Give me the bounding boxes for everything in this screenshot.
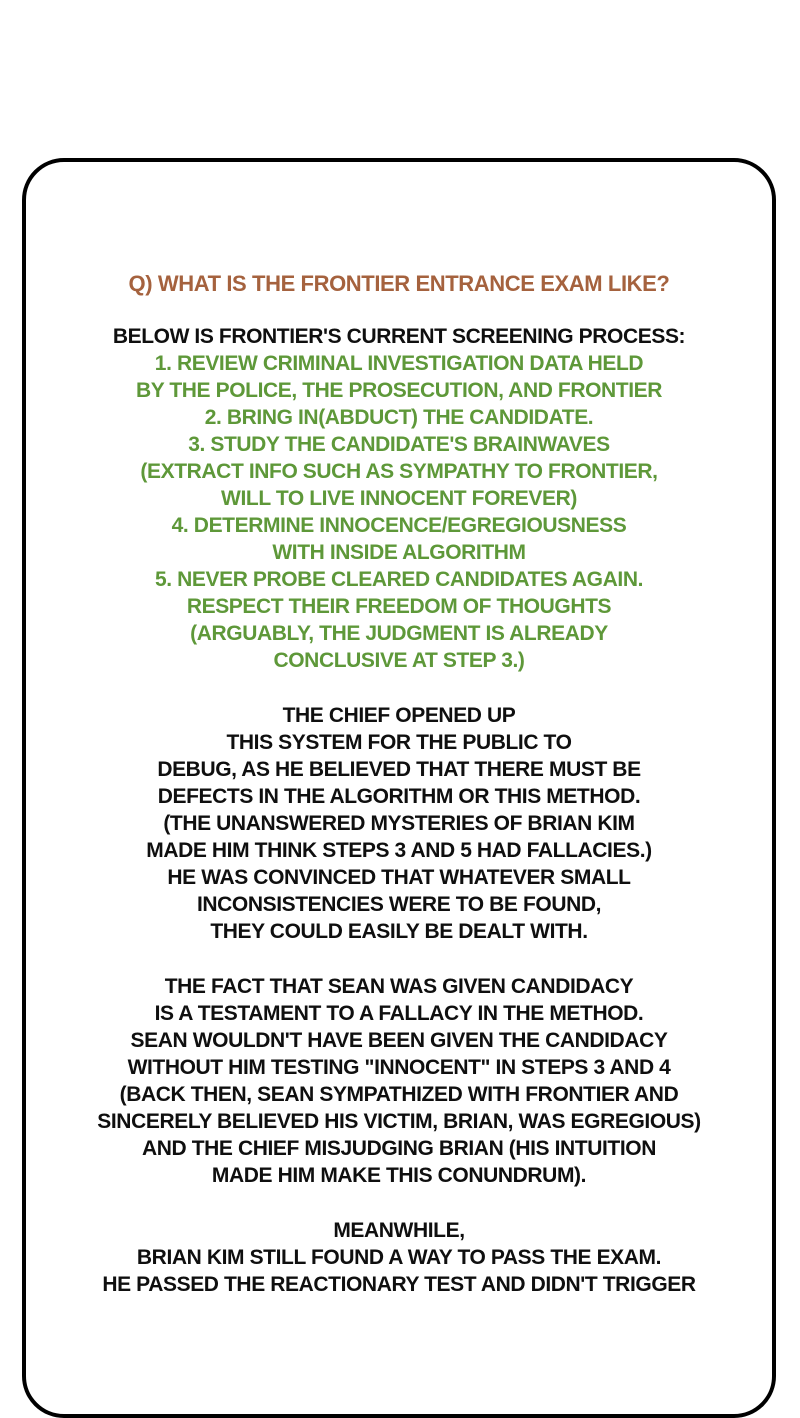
text-line: (ARGUABLY, THE JUDGMENT IS ALREADY	[190, 622, 608, 645]
intro-line: BELOW IS FRONTIER'S CURRENT SCREENING PROCESS:	[112, 325, 686, 348]
text-line: BY THE POLICE, THE PROSECUTION, AND FRONTIER	[135, 379, 663, 402]
paragraph-brian	[40, 1217, 758, 1298]
text-line: THE FACT THAT SEAN WAS GIVEN CANDIDACY	[164, 975, 634, 998]
text-line: 5. NEVER PROBE CLEARED CANDIDATES AGAIN.	[154, 568, 644, 591]
qa-panel-content	[26, 162, 772, 1298]
screening-steps-list	[40, 350, 758, 674]
text-line: WITHOUT HIM TESTING "INNOCENT" IN STEPS 3 AND 4	[127, 1056, 671, 1079]
text-line: HE WAS CONVINCED THAT WHATEVER SMALL	[167, 866, 631, 889]
text-line: IS A TESTAMENT TO A FALLACY IN THE METHOD.	[154, 1002, 644, 1025]
text-line: CONCLUSIVE AT STEP 3.)	[273, 649, 525, 672]
text-line: HE PASSED THE REACTIONARY TEST AND DIDN'T TRIGGER	[102, 1273, 696, 1296]
text-line: MEANWHILE,	[333, 1219, 465, 1242]
text-line: SEAN WOULDN'T HAVE BEEN GIVEN THE CANDIDACY	[130, 1029, 668, 1052]
text-line: (EXTRACT INFO SUCH AS SYMPATHY TO FRONTIER,	[140, 460, 658, 483]
text-line: (BACK THEN, SEAN SYMPATHIZED WITH FRONTIER AND	[119, 1083, 679, 1106]
text-line: DEFECTS IN THE ALGORITHM OR THIS METHOD.	[157, 785, 641, 808]
text-line: 2. BRING IN(ABDUCT) THE CANDIDATE.	[204, 406, 594, 429]
paragraph-sean	[40, 973, 758, 1189]
text-line: INCONSISTENCIES WERE TO BE FOUND,	[196, 893, 602, 916]
text-line: MADE HIM THINK STEPS 3 AND 5 HAD FALLACIES.)	[146, 839, 652, 862]
qa-panel	[22, 158, 776, 1418]
text-line: WITH INSIDE ALGORITHM	[272, 541, 526, 564]
text-line: 3. STUDY THE CANDIDATE'S BRAINWAVES	[188, 433, 610, 456]
text-line: THEY COULD EASILY BE DEALT WITH.	[210, 920, 588, 943]
text-line: SINCERELY BELIEVED HIS VICTIM, BRIAN, WAS EGREGIOUS)	[97, 1110, 701, 1133]
text-line: BRIAN KIM STILL FOUND A WAY TO PASS THE EXAM.	[136, 1246, 662, 1269]
text-line: (THE UNANSWERED MYSTERIES OF BRIAN KIM	[163, 812, 635, 835]
text-line: THE CHIEF OPENED UP	[282, 704, 516, 727]
text-line: 1. REVIEW CRIMINAL INVESTIGATION DATA HELD	[154, 352, 644, 375]
text-line: 4. DETERMINE INNOCENCE/EGREGIOUSNESS	[171, 514, 627, 537]
question-heading: Q) WHAT IS THE FRONTIER ENTRANCE EXAM LIKE?	[128, 271, 670, 296]
text-line: AND THE CHIEF MISJUDGING BRIAN (HIS INTUITION	[141, 1137, 656, 1160]
text-line: MADE HIM MAKE THIS CONUNDRUM).	[211, 1164, 587, 1187]
text-line: RESPECT THEIR FREEDOM OF THOUGHTS	[186, 595, 612, 618]
paragraph-chief	[40, 702, 758, 945]
text-line: THIS SYSTEM FOR THE PUBLIC TO	[226, 731, 572, 754]
text-line: DEBUG, AS HE BELIEVED THAT THERE MUST BE	[157, 758, 641, 781]
text-line: WILL TO LIVE INNOCENT FOREVER)	[221, 487, 577, 510]
